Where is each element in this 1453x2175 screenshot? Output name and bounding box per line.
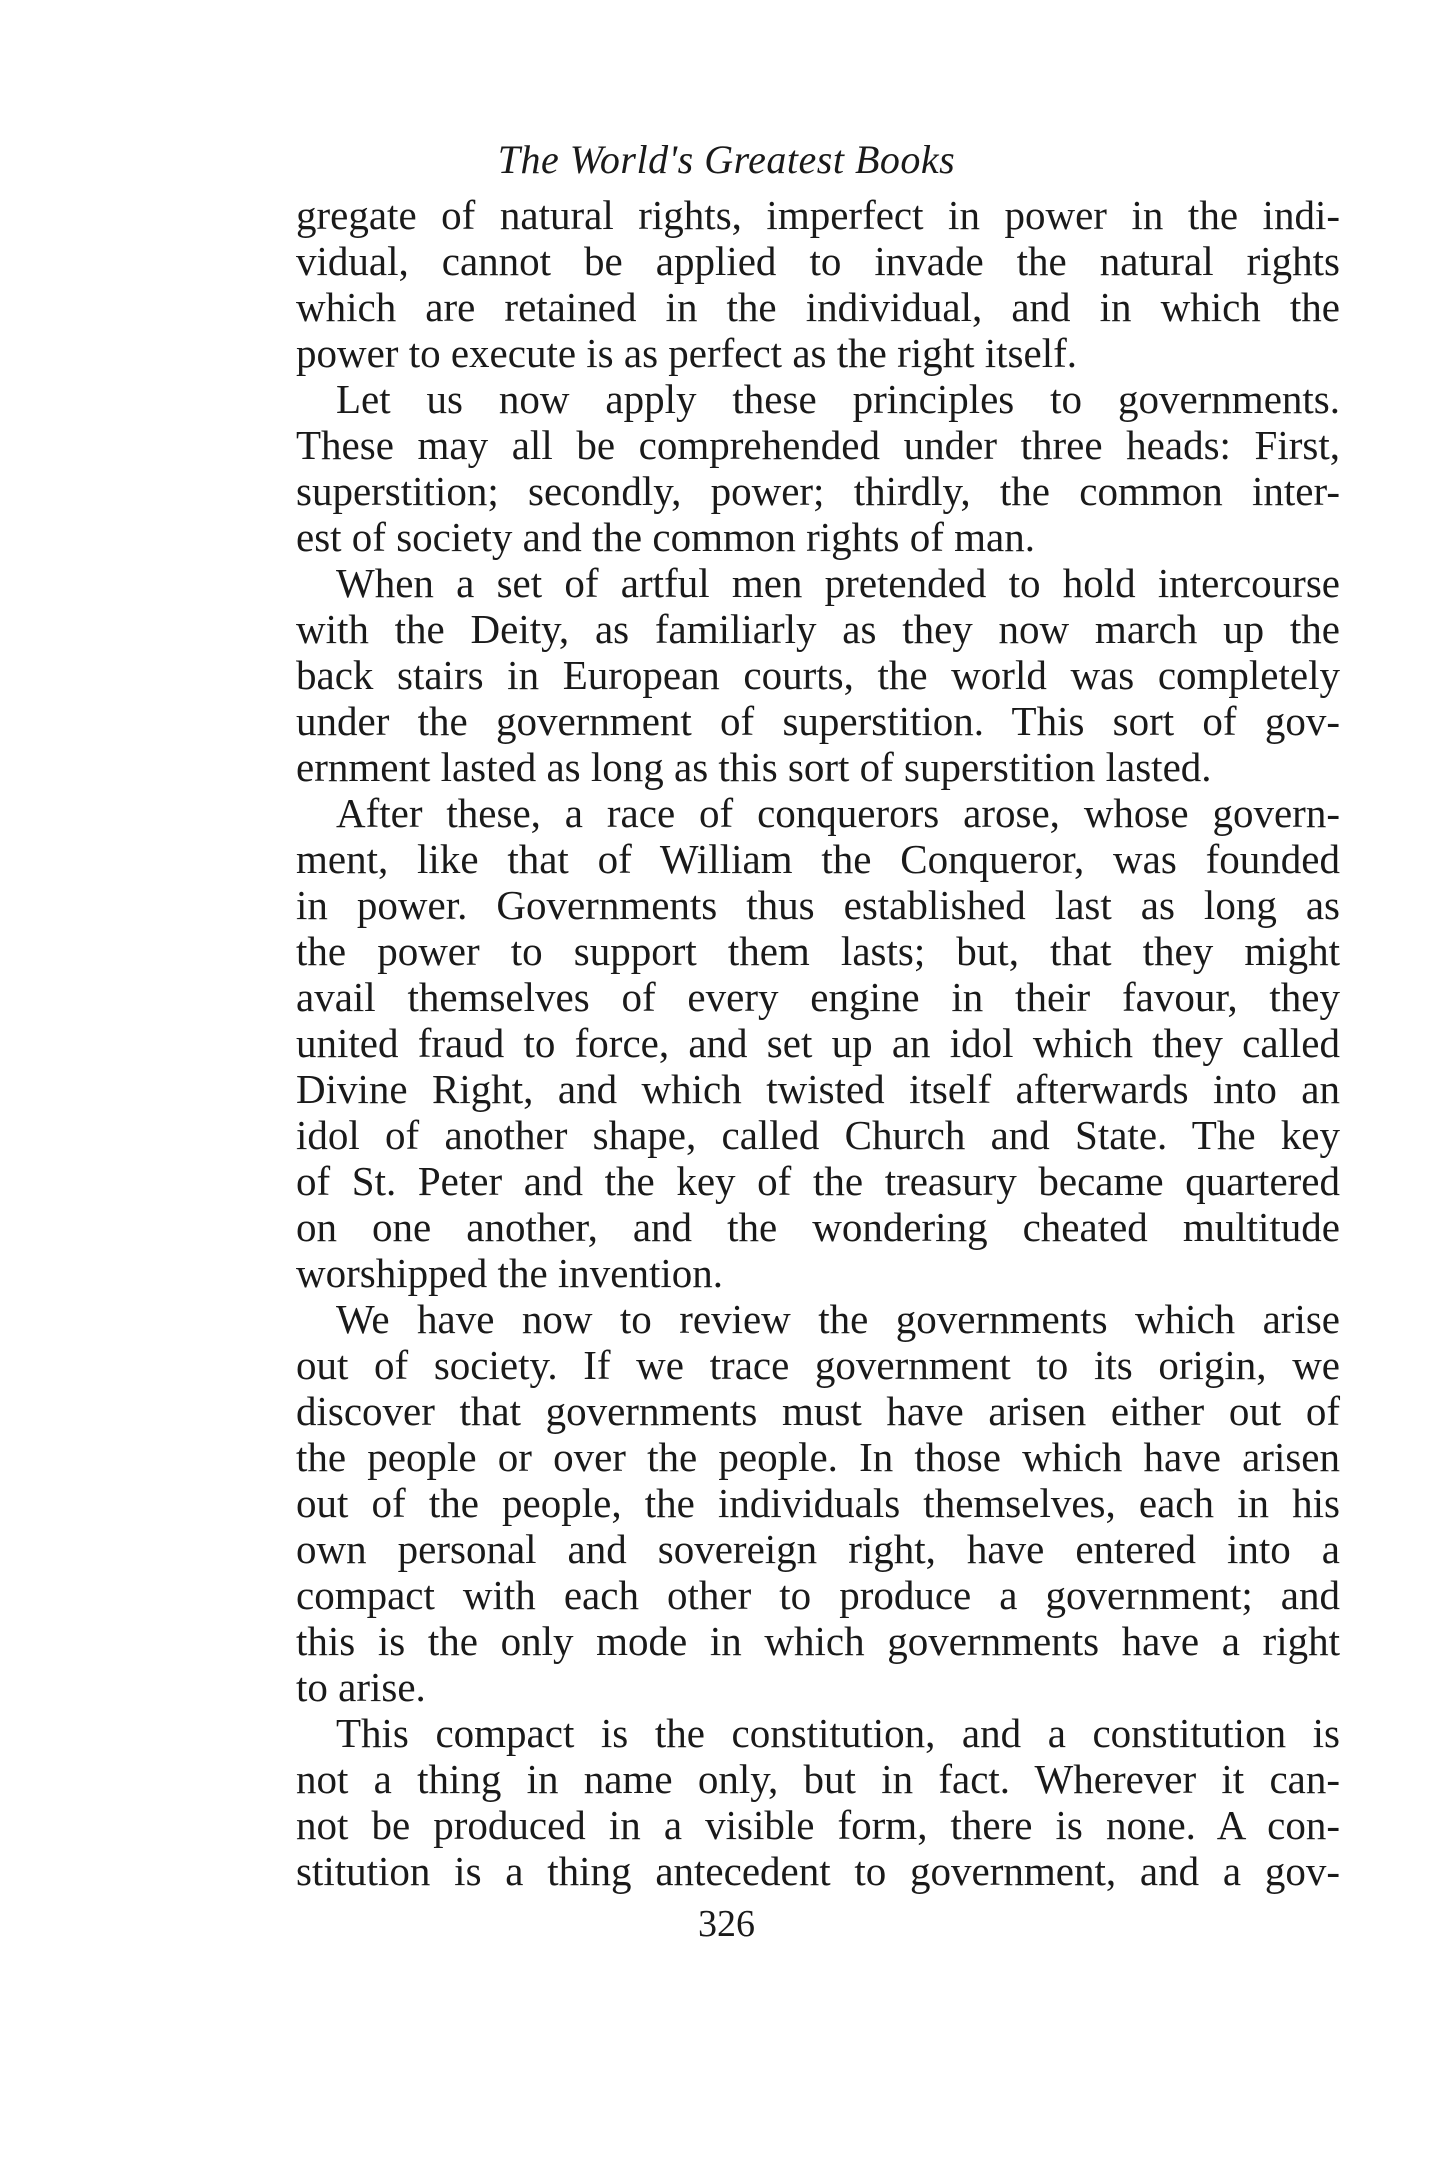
text-line: under the government of superstition. This sort of gov- <box>296 698 1340 744</box>
text-line: After these, a race of conquerors arose, whose govern- <box>336 790 1340 836</box>
text-line: the power to support them lasts; but, that they might <box>296 928 1340 974</box>
text-line: We have now to review the governments which arise <box>336 1296 1340 1342</box>
text-line: in power. Governments thus established last as long as <box>296 882 1340 928</box>
text-line: When a set of artful men pretended to hold intercourse <box>336 560 1340 606</box>
text-line: Let us now apply these principles to governments. <box>336 376 1340 422</box>
text-line: which are retained in the individual, and in which the <box>296 284 1340 330</box>
text-line: idol of another shape, called Church and State. The key <box>296 1112 1340 1158</box>
text-line: stitution is a thing antecedent to government, and a gov- <box>296 1848 1340 1894</box>
text-line: own personal and sovereign right, have entered into a <box>296 1526 1340 1572</box>
running-head: The World's Greatest Books <box>497 137 956 182</box>
page-number: 326 <box>698 1903 755 1945</box>
text-line: worshipped the invention. <box>296 1250 724 1296</box>
text-line: Divine Right, and which twisted itself afterwards into an <box>296 1066 1340 1112</box>
text-line: of St. Peter and the key of the treasury became quartered <box>296 1158 1340 1204</box>
text-line: not be produced in a visible form, there is none. A con- <box>296 1802 1340 1848</box>
text-line: this is the only mode in which governments have a right <box>296 1618 1340 1664</box>
text-line: avail themselves of every engine in their favour, they <box>296 974 1340 1020</box>
text-line: This compact is the constitution, and a constitution is <box>336 1710 1340 1756</box>
text-line: ment, like that of William the Conqueror, was founded <box>296 836 1340 882</box>
text-line: power to execute is as perfect as the right itself. <box>296 330 1077 376</box>
text-line: These may all be comprehended under three heads: First, <box>296 422 1340 468</box>
text-line: discover that governments must have arisen either out of <box>296 1388 1340 1434</box>
body-text <box>296 192 1340 1894</box>
text-line: the people or over the people. In those which have arisen <box>296 1434 1340 1480</box>
text-line: gregate of natural rights, imperfect in power in the indi- <box>296 192 1340 238</box>
text-line: with the Deity, as familiarly as they now march up the <box>296 606 1340 652</box>
text-line: on one another, and the wondering cheated multitude <box>296 1204 1340 1250</box>
text-line: vidual, cannot be applied to invade the natural rights <box>296 238 1340 284</box>
text-line: superstition; secondly, power; thirdly, the common inter- <box>296 468 1340 514</box>
text-line: to arise. <box>296 1664 426 1710</box>
text-line: united fraud to force, and set up an idol which they called <box>296 1020 1340 1066</box>
text-line: ernment lasted as long as this sort of superstition lasted. <box>296 744 1212 790</box>
text-line: not a thing in name only, but in fact. Wherever it can- <box>296 1756 1340 1802</box>
text-line: out of society. If we trace government to its origin, we <box>296 1342 1340 1388</box>
text-line: compact with each other to produce a government; and <box>296 1572 1340 1618</box>
text-line: out of the people, the individuals themselves, each in his <box>296 1480 1340 1526</box>
text-line: back stairs in European courts, the world was completely <box>296 652 1340 698</box>
text-line: est of society and the common rights of man. <box>296 514 1035 560</box>
